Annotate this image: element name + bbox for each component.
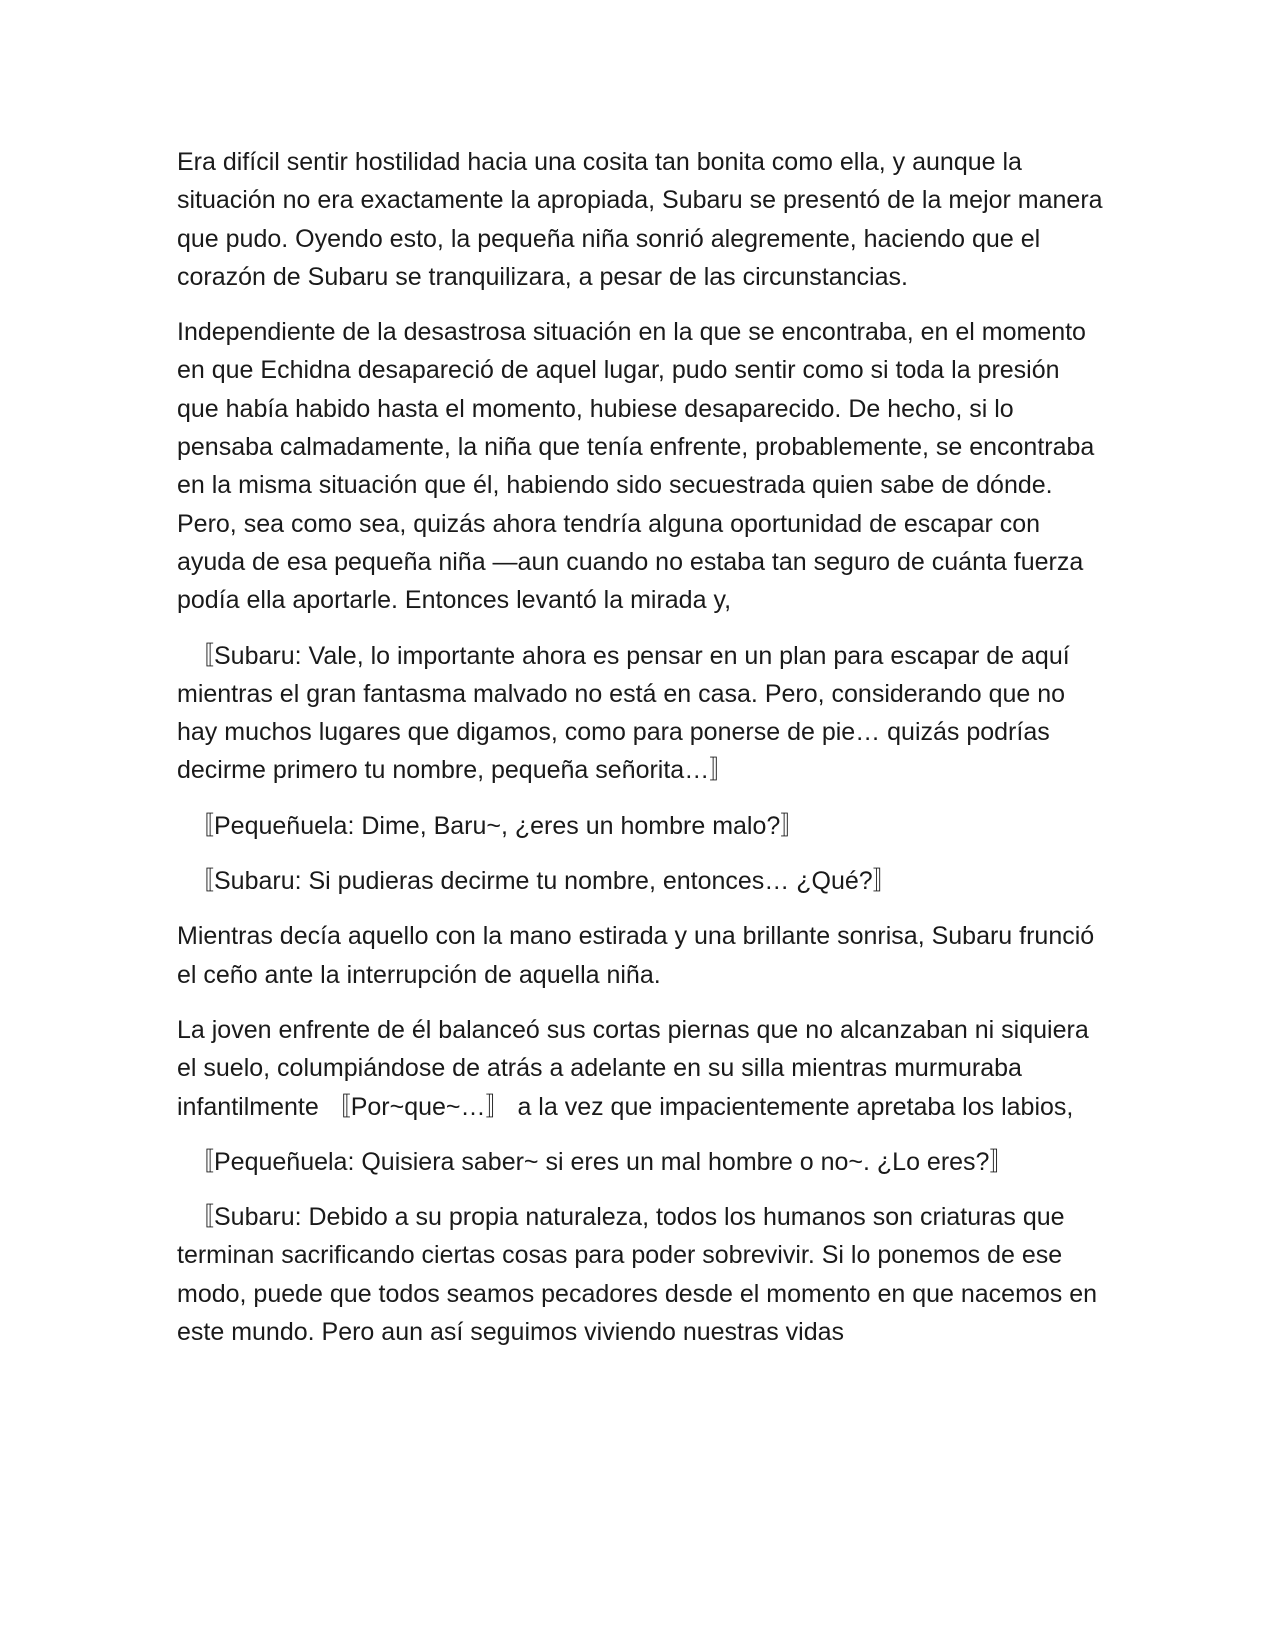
paragraph-4: La joven enfrente de él balanceó sus cortas piernas que no alcanzaban ni siquiera el suelo, columpiándose de atrás a adelante en su silla mientras murmuraba infantilmente 〚Por~que~…〛 a la vez que impacientemente apretaba los labios, — [177, 1015, 1089, 1121]
paragraph-3: Mientras decía aquello con la mano estirada y una brillante sonrisa, Subaru frunció el ceño ante la interrupción de aquella niña. — [177, 922, 1095, 989]
dialogue-pequenuela-1: 〚Pequeñuela: Dime, Baru~, ¿eres un hombre malo?〛 — [189, 811, 806, 840]
document-body — [177, 143, 1107, 1368]
dialogue-subaru-3: 〚Subaru: Debido a su propia naturaleza, todos los humanos son criaturas que terminan sacrificando ciertas cosas para poder sobrevivir. Si lo ponemos de ese modo, puede que todos seamos pecadores desde el momento en que nacemos en este mundo. Pero aun así seguimos viviendo nuestras vidas — [177, 1203, 1098, 1347]
dialogue-subaru-1: 〚Subaru: Vale, lo importante ahora es pensar en un plan para escapar de aquí mientras el gran fantasma malvado no está en casa. Pero, considerando que no hay muchos lugares que digamos, como para ponerse de pie… quizás podrías decirme primero tu nombre, pequeña señorita…〛 — [177, 641, 1070, 785]
dialogue-pequenuela-2: 〚Pequeñuela: Quisiera saber~ si eres un mal hombre o no~. ¿Lo eres?〛 — [189, 1147, 1015, 1176]
paragraph-2: Independiente de la desastrosa situación en la que se encontraba, en el momento en que Echidna desapareció de aquel lugar, pudo sentir como si toda la presión que había habido hasta el momento, hubiese desaparecido. De hecho, si lo pensaba calmadamente, la niña que tenía enfrente, probablemente, se encontraba en la misma situación que él, habiendo sido secuestrada quien sabe de dónde. Pero, sea como sea, quizás ahora tendría alguna oportunidad de escapar con ayuda de esa pequeña niña —aun cuando no estaba tan seguro de cuánta fuerza podía ella aportarle. Entonces levantó la mirada y, — [177, 318, 1095, 615]
dialogue-subaru-2: 〚Subaru: Si pudieras decirme tu nombre, entonces… ¿Qué?〛 — [189, 867, 898, 896]
paragraph-1: Era difícil sentir hostilidad hacia una cosita tan bonita como ella, y aunque la situación no era exactamente la apropiada, Subaru se presentó de la mejor manera que pudo. Oyendo esto, la pequeña niña sonrió alegremente, haciendo que el corazón de Subaru se tranquilizara, a pesar de las circunstancias. — [177, 148, 1103, 291]
